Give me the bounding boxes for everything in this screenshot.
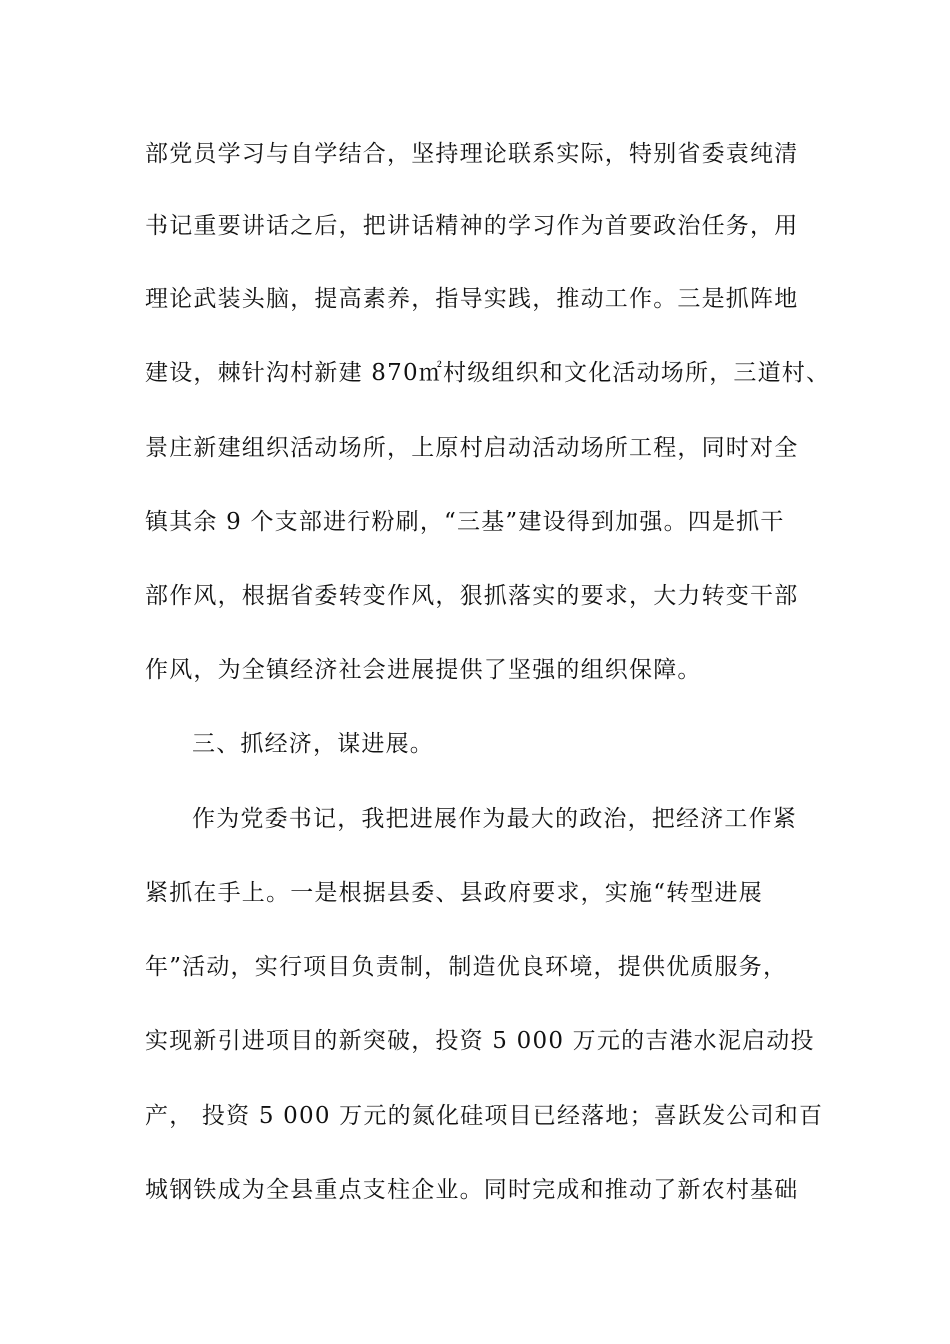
paragraph-line: 建设，棘针沟村新建 870㎡村级组织和文化活动场所，三道村、 — [145, 360, 831, 386]
paragraph-line: 实现新引进项目的新突破，投资 5 000 万元的吉港水泥启动投 — [145, 1028, 815, 1054]
paragraph-line: 产， 投资 5 000 万元的氮化硅项目已经落地；喜跃发公司和百 — [145, 1103, 824, 1129]
paragraph-line: 书记重要讲话之后，把讲话精神的学习作为首要政治任务，用 — [145, 213, 799, 239]
paragraph-line: 理论武装头脑，提高素养，指导实践，推动工作。三是抓阵地 — [145, 286, 799, 312]
paragraph-line: 部作风，根据省委转变作风，狠抓落实的要求，大力转变干部 — [145, 583, 799, 609]
paragraph-line: 作为党委书记，我把进展作为最大的政治，把经济工作紧 — [192, 806, 797, 832]
paragraph-line: 部党员学习与自学结合，坚持理论联系实际，特别省委袁纯清 — [145, 141, 799, 167]
section-heading: 三、抓经济，谋进展。 — [192, 731, 434, 757]
paragraph-line: 年”活动，实行项目负责制，制造优良环境，提供优质服务， — [145, 954, 788, 980]
paragraph-line: 作风，为全镇经济社会进展提供了坚强的组织保障。 — [145, 657, 702, 683]
paragraph-line: 镇其余 9 个支部进行粉刷，“三基”建设得到加强。四是抓干 — [145, 509, 785, 535]
paragraph-line: 城钢铁成为全县重点支柱企业。同时完成和推动了新农村基础 — [145, 1177, 799, 1203]
paragraph-line: 紧抓在手上。一是根据县委、县政府要求，实施“转型进展 — [145, 880, 763, 906]
paragraph-line: 景庄新建组织活动场所，上原村启动活动场所工程，同时对全 — [145, 435, 799, 461]
